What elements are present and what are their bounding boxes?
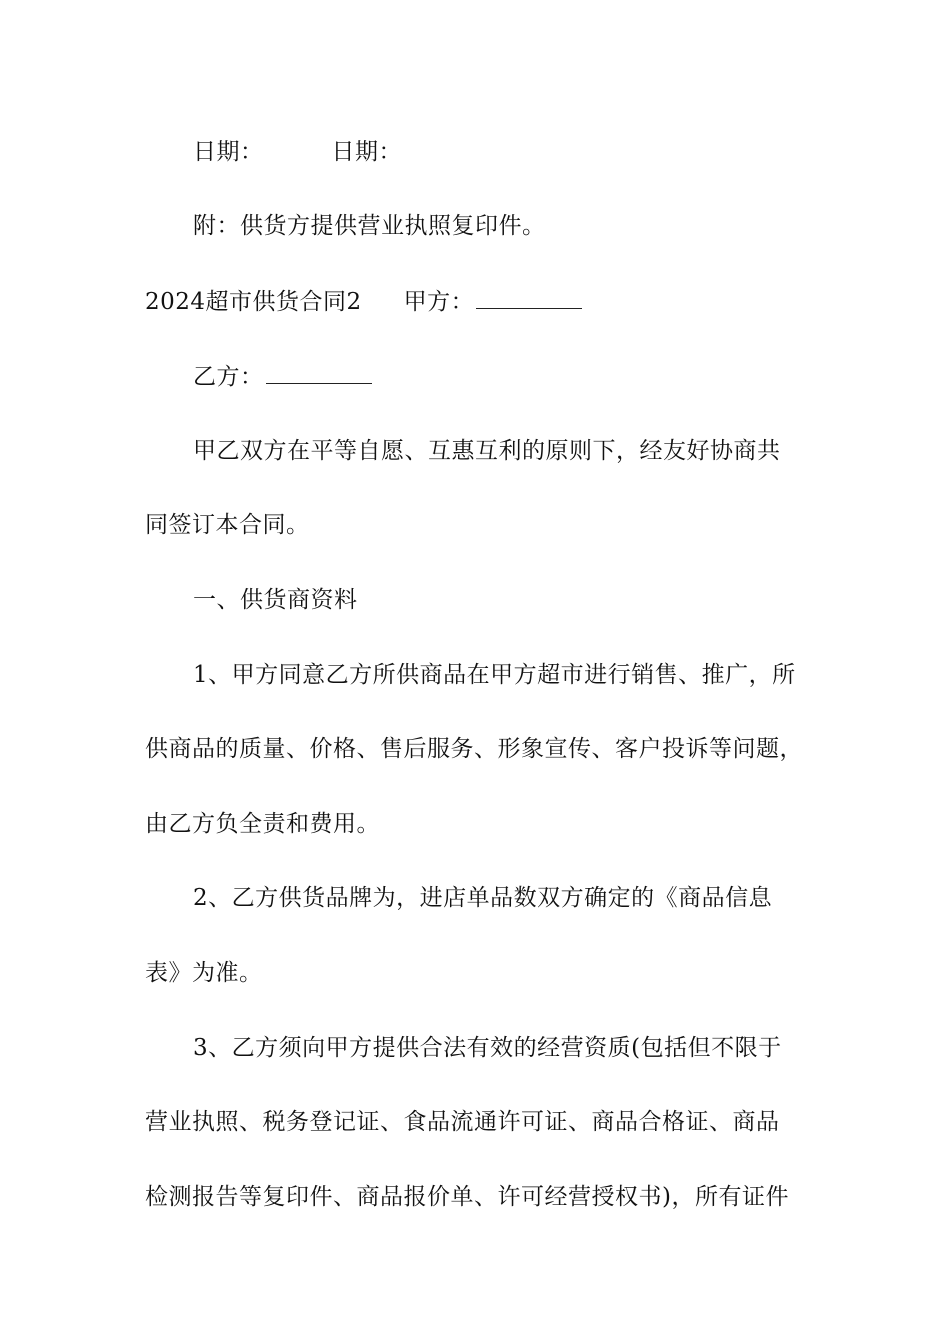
party-b-blank-line [266,363,372,384]
item-3-line: 营业执照、税务登记证、食品流通许可证、商品合格证、商品 [145,1109,780,1135]
date-label-party-b: 日期： [331,139,402,165]
party-a-label: 甲方： [403,289,475,315]
intro-paragraph-line: 同签订本合同。 [145,512,310,538]
contract-title-row [145,287,825,317]
item-2-line: 2、乙方供货品牌为，进店单品数双方确定的《商品信息 [193,885,773,911]
attachment-note: 附：供货方提供营业执照复印件。 [193,213,546,239]
item-1-line: 由乙方负全责和费用。 [145,811,380,837]
item-3-line: 3、乙方须向甲方提供合法有效的经营资质(包括但不限于 [193,1035,782,1061]
party-b-row [193,362,873,392]
item-1-line: 供商品的质量、价格、售后服务、形象宣传、客户投诉等问题， [145,736,803,762]
signature-date-row [193,137,873,167]
date-label-party-a: 日期： [193,139,264,165]
item-1-line: 1、甲方同意乙方所供商品在甲方超市进行销售、推广，所 [193,662,796,688]
item-3-line: 检测报告等复印件、商品报价单、许可经营授权书)，所有证件 [145,1184,789,1210]
party-b-label: 乙方： [193,364,264,390]
party-a-blank-line [476,288,582,309]
contract-title: 2024超市供货合同2 [145,289,362,315]
intro-paragraph-line: 甲乙双方在平等自愿、互惠互利的原则下，经友好协商共 [193,438,781,464]
section-heading: 一、供货商资料 [193,587,358,613]
item-2-line: 表》为准。 [145,960,263,986]
